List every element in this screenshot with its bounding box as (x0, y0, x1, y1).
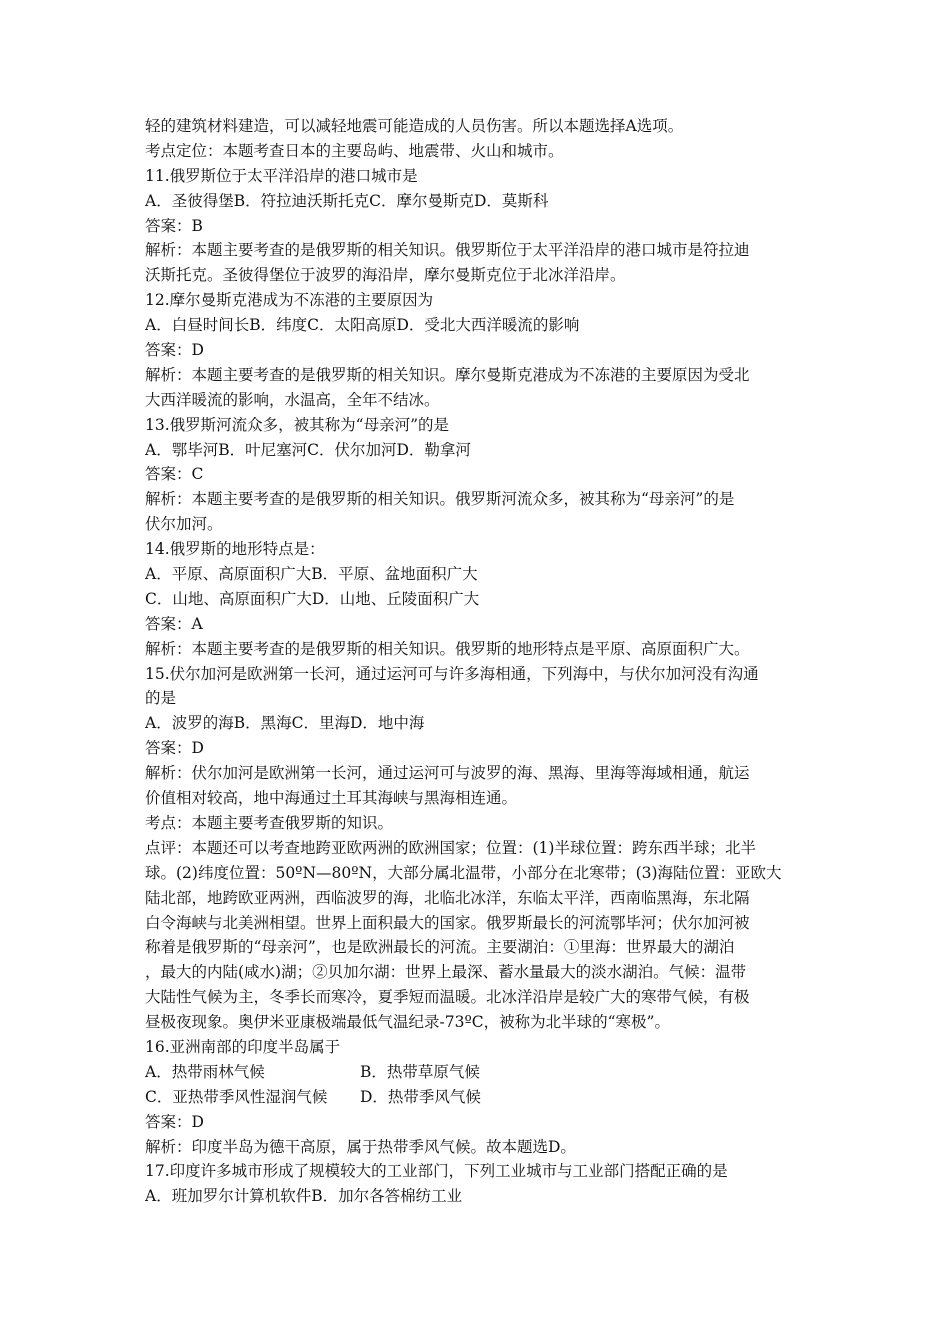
question-stem: 的是 (145, 689, 177, 708)
explanation-line: 解析：本题主要考查的是俄罗斯的相关知识。俄罗斯位于太平洋沿岸的港口城市是符拉迪 (145, 241, 750, 260)
document-page (145, 114, 815, 1209)
explanation-line: 解析：本题主要考查的是俄罗斯的相关知识。俄罗斯河流众多，被其称为“母亲河”的是 (145, 490, 735, 509)
option-b: B．热带草原气候 (360, 1062, 480, 1081)
answer-options: A．波罗的海B．黑海C．里海D．地中海 (145, 714, 425, 733)
answer-line: 答案：D (145, 1112, 204, 1131)
question-stem: 15.伏尔加河是欧洲第一长河，通过运河可与许多海相通，下列海中，与伏尔加河没有沟通 (145, 664, 759, 683)
option-a: A．热带雨林气候 (145, 1062, 265, 1081)
answer-options: A．圣彼得堡B．符拉迪沃斯托克C．摩尔曼斯克D．莫斯科 (145, 191, 549, 210)
answer-line: 答案：D (145, 739, 204, 758)
explanation-line: 解析：印度半岛为德干高原，属于热带季风气候。故本题选D。 (145, 1137, 576, 1156)
explanation-line: 解析：伏尔加河是欧洲第一长河，通过运河可与波罗的海、黑海、里海等海域相通，航运 (145, 764, 750, 783)
answer-line: 答案：B (145, 216, 203, 235)
explanation-line: 解析：本题主要考查的是俄罗斯的相关知识。俄罗斯的地形特点是平原、高原面积广大。 (145, 639, 750, 658)
comment-line: 白令海峡与北美洲相望。世界上面积最大的国家。俄罗斯最长的河流鄂毕河；伏尔加河被 (145, 913, 750, 932)
explanation-line: 伏尔加河。 (145, 515, 223, 534)
comment-line: ，最大的内陆(咸水)湖；②贝加尔湖：世界上最深、蓄水量最大的淡水湖泊。气候：温带 (145, 963, 747, 982)
explanation-line: 沃斯托克。圣彼得堡位于波罗的海沿岸，摩尔曼斯克位于北冰洋沿岸。 (145, 266, 626, 285)
knowledge-point-line: 考点：本题主要考查俄罗斯的知识。 (145, 813, 394, 832)
answer-line: 答案：C (145, 465, 204, 484)
text-line: 考点定位：本题考查日本的主要岛屿、地震带、火山和城市。 (145, 141, 564, 160)
comment-line: 球。(2)纬度位置：50ºN—80ºN，大部分属北温带，小部分在北寒带；(3)海陆位置：亚欧大 (145, 863, 782, 882)
answer-line: 答案：A (145, 614, 203, 633)
question-stem: 11.俄罗斯位于太平洋沿岸的港口城市是 (145, 166, 418, 185)
comment-line: 昼极夜现象。奥伊米亚康极端最低气温纪录-73ºC，被称为北半球的“寒极”。 (145, 1013, 670, 1032)
answer-options: A．平原、高原面积广大B．平原、盆地面积广大 (145, 565, 478, 584)
explanation-line: 价值相对较高，地中海通过土耳其海峡与黑海相连通。 (145, 789, 518, 808)
question-stem: 14.俄罗斯的地形特点是： (145, 540, 325, 559)
answer-options-row (145, 1060, 815, 1085)
answer-options-row (145, 1085, 815, 1110)
comment-line: 点评：本题还可以考查地跨亚欧两洲的欧洲国家；位置：(1)半球位置：跨东西半球；北半 (145, 838, 756, 857)
explanation-line: 解析：本题主要考查的是俄罗斯的相关知识。摩尔曼斯克港成为不冻港的主要原因为受北 (145, 365, 750, 384)
comment-line: 称着是俄罗斯的“母亲河”，也是欧洲最长的河流。主要湖泊：①里海：世界最大的湖泊 (145, 938, 735, 957)
answer-options: A．白昼时间长B．纬度C．太阳高原D．受北大西洋暖流的影响 (145, 316, 580, 335)
question-stem: 16.亚洲南部的印度半岛属于 (145, 1037, 341, 1056)
answer-line: 答案：D (145, 341, 204, 360)
answer-options: A．班加罗尔计算机软件B．加尔各答棉纺工业 (145, 1187, 463, 1206)
question-stem: 12.摩尔曼斯克港成为不冻港的主要原因为 (145, 291, 434, 310)
answer-options: A．鄂毕河B．叶尼塞河C．伏尔加河D．勒拿河 (145, 440, 471, 459)
comment-line: 陆北部，地跨欧亚两洲，西临波罗的海，北临北冰洋，东临太平洋，西南临黑海，东北隔 (145, 888, 750, 907)
option-d: D．热带季风气候 (360, 1087, 481, 1106)
question-stem: 13.俄罗斯河流众多，被其称为“母亲河”的是 (145, 415, 449, 434)
explanation-line: 大西洋暖流的影响，水温高，全年不结冰。 (145, 390, 440, 409)
comment-line: 大陆性气候为主，冬季长而寒冷，夏季短而温暖。北冰洋沿岸是较广大的寒带气候，有极 (145, 988, 750, 1007)
text-line: 轻的建筑材料建造，可以减轻地震可能造成的人员伤害。所以本题选择A选项。 (145, 117, 684, 135)
answer-options: C．山地、高原面积广大D．山地、丘陵面积广大 (145, 589, 480, 608)
question-stem: 17.印度许多城市形成了规模较大的工业部门，下列工业城市与工业部门搭配正确的是 (145, 1162, 728, 1181)
option-c: C．亚热带季风性湿润气候 (145, 1087, 328, 1106)
